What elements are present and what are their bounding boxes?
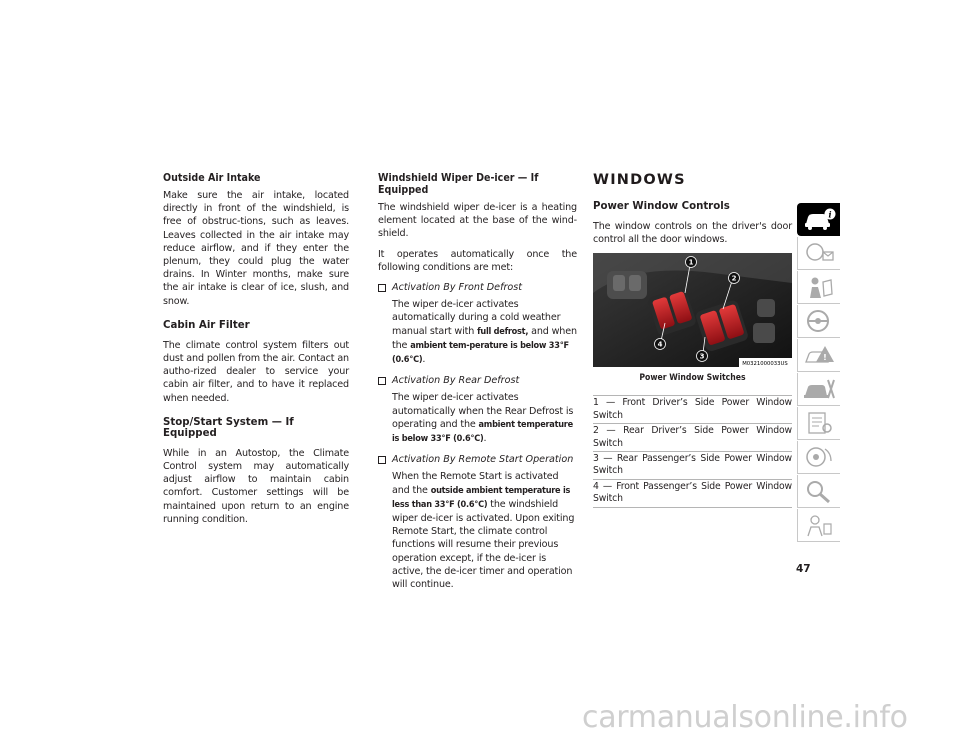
column-2 <box>378 172 577 598</box>
bullet-front-defrost <box>378 281 577 294</box>
power-window-switches-illustration <box>593 253 792 367</box>
callout-4: 4 <box>657 340 663 349</box>
bullet-body <box>392 470 577 591</box>
bold-text: full defrost, <box>477 326 529 337</box>
vehicle-info-icon <box>803 206 837 232</box>
specifications-icon <box>803 410 837 436</box>
legend-item-4: 4 — Front Passenger’s Side Power Window Switch <box>593 479 792 507</box>
paragraph: The window controls on the driver's door control all the door windows. <box>593 221 792 246</box>
text: When the Remote Start is activated and the <box>392 471 559 496</box>
legend-item-2: 2 — Rear Driver’s Side Power Window Switch <box>593 423 792 451</box>
heading-stop-start: Stop/Start System — If Equipped <box>163 416 294 439</box>
paragraph: Make sure the air intake, located directly in front of the windshield, is free of obstruc-tions, such as leaves. Leaves collected in the air intake may reduce airflow, and if they enter the plenum, they could plug the water drains. In Winter months, make sure the air intake is clear of ice, slush, and snow. <box>163 190 349 307</box>
emergency-icon <box>803 342 837 368</box>
chapter-tabs <box>797 203 840 543</box>
page-number: 47 <box>796 563 811 575</box>
figure-caption: Power Window Switches <box>639 373 746 384</box>
text: . <box>483 433 487 445</box>
checkbox-square-icon <box>378 456 386 464</box>
tab-starting-operating[interactable] <box>797 305 840 338</box>
text: The wiper de-icer activates automatically during a cold weather manual start with <box>392 299 561 337</box>
bullet-title: Activation By Front Defrost <box>392 282 523 294</box>
tab-servicing[interactable] <box>797 373 840 406</box>
paragraph: The climate control system filters out dust and pollen from the air. Contact an autho-rized dealer to service your cabin air filter, and to have it replaced when needed. <box>163 339 349 404</box>
svg-text:!: ! <box>823 353 827 362</box>
callout-2: 2 <box>731 274 737 283</box>
legend-divider <box>593 507 792 509</box>
checkbox-square-icon <box>378 377 386 385</box>
index-icon <box>803 512 837 538</box>
section-title-windows: WINDOWS <box>593 172 686 188</box>
text: . <box>422 354 426 366</box>
bullet-title: Activation By Rear Defrost <box>392 375 520 387</box>
watermark: carmanualsonline.info <box>582 700 908 735</box>
bold-text: outside ambient temperature is less than 33°F (0.6°C) <box>392 485 571 510</box>
text: the windshield wiper de-icer is activated. Upon exiting Remote Start, the climate control functions will resume their previous operation except, if the de-icer is active, the de-icer timer and operation will continue. <box>392 498 575 591</box>
search-icon <box>803 478 837 504</box>
tab-specifications[interactable] <box>797 407 840 440</box>
tab-search[interactable] <box>797 475 840 508</box>
legend-item-3: 3 — Rear Passenger’s Side Power Window Switch <box>593 451 792 479</box>
steering-icon <box>803 308 837 334</box>
heading-outside-air-intake: Outside Air Intake <box>163 172 261 184</box>
tab-vehicle-info[interactable] <box>797 203 840 236</box>
bullet-rear-defrost <box>378 374 577 387</box>
heading-power-window-controls: Power Window Controls <box>593 201 730 212</box>
paragraph: It operates automatically once the following conditions are met: <box>378 248 577 273</box>
paragraph: While in an Autostop, the Climate Control system may automatically adjust airflow to maintain cabin comfort. Customer settings will be maintained upon return to an engine running condition. <box>163 447 349 525</box>
svg-text:i: i <box>828 209 832 220</box>
tab-dashboard[interactable] <box>797 237 840 270</box>
bold-text: ambient tem-perature is below 33°F (0.6°C) <box>392 340 569 366</box>
bullet-title: Activation By Remote Start Operation <box>392 454 574 466</box>
callout-3: 3 <box>699 352 705 361</box>
column-3 <box>593 172 792 509</box>
multimedia-icon <box>803 444 837 470</box>
callout-1: 1 <box>688 258 694 267</box>
checkbox-square-icon <box>378 284 386 292</box>
heading-cabin-air-filter: Cabin Air Filter <box>163 319 250 331</box>
paragraph: The windshield wiper de-icer is a heating element located at the base of the wind-shield. <box>378 202 577 240</box>
bullet-remote-start <box>378 453 577 466</box>
legend-item-1: 1 — Front Driver’s Side Power Window Switch <box>593 395 792 423</box>
dashboard-icon <box>803 240 837 266</box>
tab-emergency[interactable] <box>797 339 840 372</box>
tab-index[interactable] <box>797 509 840 542</box>
safety-icon <box>803 274 837 300</box>
figure-legend <box>593 395 792 508</box>
figure-code: M0321000033US <box>742 361 788 368</box>
text: The wiper de-icer activates automatically when the Rear Defrost is operating and the <box>392 392 574 430</box>
bullet-body <box>392 391 577 446</box>
text: and when the <box>392 325 577 351</box>
heading-wiper-deicer: Windshield Wiper De-icer — If Equipped <box>378 172 539 196</box>
column-1 <box>163 172 349 533</box>
tab-safety[interactable] <box>797 271 840 304</box>
bold-text: ambient temperature is below 33°F (0.6°C) <box>392 419 573 445</box>
service-icon <box>803 376 837 402</box>
tab-multimedia[interactable] <box>797 441 840 474</box>
bullet-body <box>392 298 577 367</box>
power-window-switches-image <box>593 253 792 367</box>
